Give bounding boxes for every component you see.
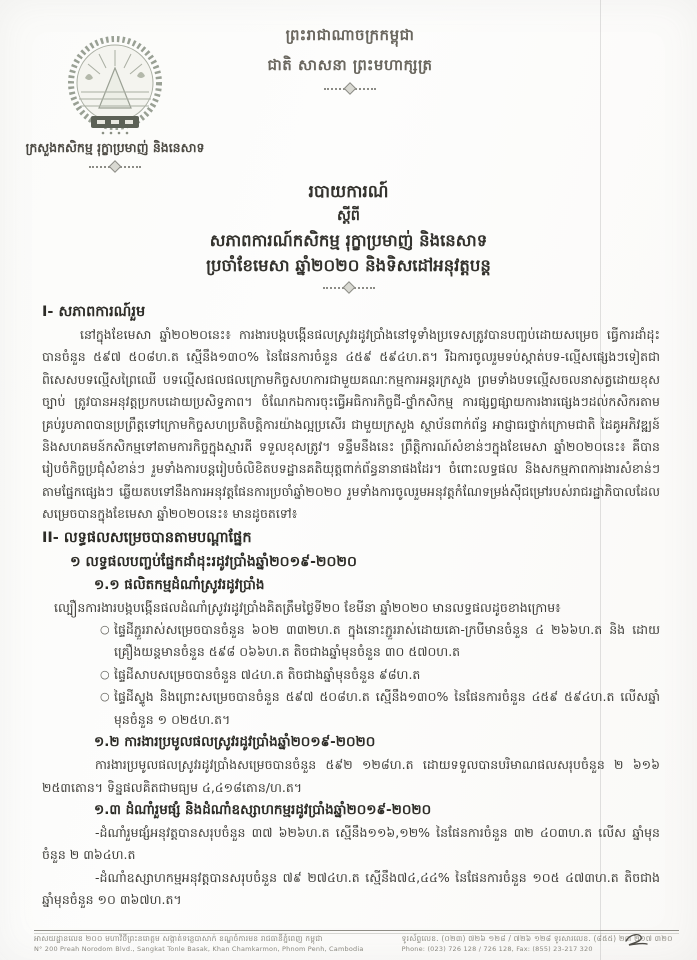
ministry-logo-block <box>6 36 224 168</box>
footer-address-english: N° 200 Preah Norodom Blvd., Sangkat Tonle Basak, Khan Chamkarmon, Phnom Penh, Cambodia <box>34 945 364 953</box>
subsection-1-1-heading: ១.១ ផលិតកម្មដំណាំស្រូវរដូវប្រាំង <box>94 576 265 593</box>
list-item <box>100 619 660 664</box>
bullet-text: ផ្ទៃដីភ្ជួររាស់សម្រេចបានចំនួន ៦០២ ៣៣២ហ.ត ក្នុងនោះភ្ជួររាស់ដោយគោ-ក្របីមានចំនួន ៤ ២៦៦ហ.ត និង ដោយគ្រឿងយន្តមានចំនួន ៥៩៨ ០៦៦ហ.ត តិចជាងឆ្នាំមុនចំនួន ៣០ ៥៧០ហ.ត <box>114 622 660 660</box>
maff-emblem-icon <box>55 36 175 136</box>
ministry-name: ក្រសួងកសិកម្ម រុក្ខាប្រមាញ់ និងនេសាទ <box>25 140 205 155</box>
footer-address <box>34 934 389 954</box>
document-body <box>42 300 660 912</box>
circle-bullet-icon: ○ <box>100 667 110 681</box>
bullet-text: ផ្ទៃដីស្ទូង និងព្រោះសម្រេចបានចំនួន ៥៩៧ ៥០៨ហ.ត ស្មើនឹង១៣០% នៃផែនការចំនួន ៤៥៩ ៥៩៤ហ.ត លើសឆ្នាំមុនចំនួន ១ ០២៥ហ.ត។ <box>114 689 660 727</box>
document-title-report: របាយការណ៍ <box>308 182 389 202</box>
subsection-1-2-paragraph: ការងារប្រមូលផលស្រូវរដូវប្រាំងសម្រេចបានចំនួន ៥៩២ ១២៨ហ.ត ដោយទទួលបានបរិមាណផលសរុបចំនួន ២ ៦១៦ ២៥៣តោន។ ទិន្នផលគិតជាមធ្យម ៤,៤១៨តោន/ហ.ត។ <box>42 757 660 795</box>
bullet-text: ផ្ទៃដីសាបសម្រេចបានចំនួន ៧៤ហ.ត តិចជាងឆ្នាំមុនចំនួន ៩៨ហ.ត <box>114 666 421 682</box>
list-item <box>100 686 660 731</box>
section-1-heading: I- សភាពការណ៍រួម <box>42 304 146 320</box>
section-1-paragraph: នៅក្នុងខែមេសា ឆ្នាំ២០២០នេះ៖ ការងារបង្កបង្កើនផលស្រូវរដូវប្រាំងនៅទូទាំងប្រទេសត្រូវបានបញ្ចប់ដោយសម្រេច ធ្វើការដាំដុះបានចំនួន ៥៩៧ ៥០៨ហ.ត ស្មើនឹង១៣០% នៃផែនការចំនួន ៤៥៩ ៥៩៤ហ.ត។ រីឯការចូលរួមទប់ស្កាត់បទ-ល្មើសផ្សេងៗទៀតជាពិសេសបទល្មើសព្រៃឈើ បទល្មើសផលផលក្រោមកិច្ចសហការជាមួយគណៈកម្មការអន្តរក្រសួង ព្រមទាំងបទល្មើសចលនាសត្វដោយខុសច្បាប់ ត្រូវបានអនុវត្តប្រកបដោយប្រសិទ្ធភាព។ ចំណែកឯការចុះធ្វើអធិការកិច្ចជី-ថ្នាំកសិកម្ម ការផ្សព្វផ្សាយការងារផ្សេងៗដល់កសិករតាមគ្រប់រូបភាពបានប្រព្រឹត្តទៅក្រោមកិច្ចសហប្រតិបត្តិការយ៉ាងល្អប្រសើរ ជាមួយក្រសួង ស្ថាប័នពាក់ព័ន្ធ អាជ្ញាធរថ្នាក់ក្រោមជាតិ ដៃគូអភិវឌ្ឍន៍ និងសហគមន៍កសិកម្មទៅតាមការកិច្ចក្នុងស្មារតី ទទួលខុសត្រូវ។ ទន្ទឹមនឹងនេះ ព្រឹត្តិការណ៍សំខាន់ៗក្នុងខែមេសា ឆ្នាំ២០២០នេះ៖ គឺបានរៀបចំកិច្ចប្រជុំសំខាន់ៗ រួមទាំងការបន្តរៀបចំលិខិតបទដ្ឋានគតិយុត្តពាក់ព័ន្ធនានាផងដែរ។ ចំពោះលទ្ធផល និងសកម្មភាពការងារសំខាន់ៗតាមផ្នែកផ្សេងៗ ឆ្លើយតបទៅនឹងការអនុវត្តផែនការប្រចាំឆ្នាំ២០២០ រួមទាំងការចូលរួមអនុវត្តកំណែទម្រង់ស៊ីជម្រៅរបស់រាជរដ្ឋាភិបាលដែល សម្រេចបានក្នុងខែមេសា ឆ្នាំ២០២០នេះ៖ មានដូចតទៅ៖ <box>42 327 660 522</box>
kingdom-title: ព្រះរាជាណាចក្រកម្ពុជា <box>285 26 415 44</box>
national-motto: ជាតិ សាសនា ព្រះមហាក្សត្រ <box>267 56 433 74</box>
footer-phone-khmer: ទូរស័ព្ទលេខ. (០២៣) ៧២៦ ១២៨ / ៧២៦ ១២៨ ទូរសារលេខ. (៨៥៥) ២៣ ២១៧ ៣២០ <box>401 934 673 943</box>
footer-address-khmer: អាសយដ្ឋានលេខ ២០០ មហាវិថីព្រះនរោត្តម សង្កាត់ទន្លេបាសាក់ ខណ្ឌចំការមន រាជធានីភ្នំពេញ កម្ពុជា <box>34 934 323 943</box>
footer-phone-english: Phone: (023) 726 128 / 726 128, Fax: (855) 23-217 320 <box>401 945 593 953</box>
emblem-base-dots <box>102 132 129 135</box>
subsection-1-3-item: -ដំណាំរួមផ្សំអនុវត្តបានសរុបចំនួន ៣៧ ៦២៦ហ.ត ស្មើនឹង១១៦,១២% នៃផែនការចំនួន ៣២ ៤០៣ហ.ត លើស ឆ្នាំមុនចំនួន ២ ៣៦៤ហ.ត <box>42 824 660 863</box>
document-title-period: ប្រចាំខែមេសា ឆ្នាំ២០២០ និងទិសដៅអនុវត្តបន្ត <box>206 256 491 275</box>
document-title-block <box>0 180 697 289</box>
decorative-divider <box>323 285 375 289</box>
subsection-1-2-heading: ១.២ ការងារប្រមូលផលស្រូវរដូវប្រាំងឆ្នាំ២០១៩-២០២០ <box>94 734 376 751</box>
subsection-1-heading: ១ លទ្ធផលបញ្ចប់ផ្នែកដាំដុះរដូវប្រាំងឆ្នាំ២០១៩-២០២០ <box>70 553 357 570</box>
subsection-1-1-bullet-list <box>100 619 660 731</box>
subsection-1-3-item: -ដំណាំឧស្សាហកម្មអនុវត្តបានសរុបចំនួន ៧៩ ២៧៤ហ.ត ស្មើនឹង៧៤,៤៤% នៃផែនការចំនួន ១០៥ ៤៧៣ហ.ត តិចជាងឆ្នាំមុនចំនួន ១០ ៣៦៧ហ.ត។ <box>42 869 660 908</box>
letterhead-footer <box>34 930 679 954</box>
decorative-divider <box>324 86 376 90</box>
subsection-1-1-intro: ល្បឿនការងារបង្កបង្កើនផលដំណាំស្រូវរដូវប្រាំងគិតត្រឹមថ្ងៃទី២០ ខែមីនា ឆ្នាំ២០២០ មានលទ្ធផលដូចខាងក្រោម៖ <box>54 599 561 615</box>
document-title-on: ស្តីពី <box>336 208 360 224</box>
national-header <box>180 20 520 90</box>
list-item <box>100 664 660 686</box>
subsection-1-3-heading: ១.៣ ដំណាំរួមផ្សំ និងដំណាំឧស្សាហកម្មរដូវប្រាំងឆ្នាំ២០១៩-២០២០ <box>94 801 432 818</box>
circle-bullet-icon: ○ <box>100 690 110 704</box>
decorative-divider <box>89 164 141 168</box>
emblem-banner-text-marks <box>97 120 133 124</box>
document-title-subject: សភាពការណ៍កសិកម្ម រុក្ខាប្រមាញ់ និងនេសាទ <box>209 231 488 250</box>
circle-bullet-icon: ○ <box>100 623 110 637</box>
section-2-heading: II- លទ្ធផលសម្រេចបានតាមបណ្តាផ្នែក <box>42 529 252 546</box>
handwritten-mark <box>623 932 649 948</box>
